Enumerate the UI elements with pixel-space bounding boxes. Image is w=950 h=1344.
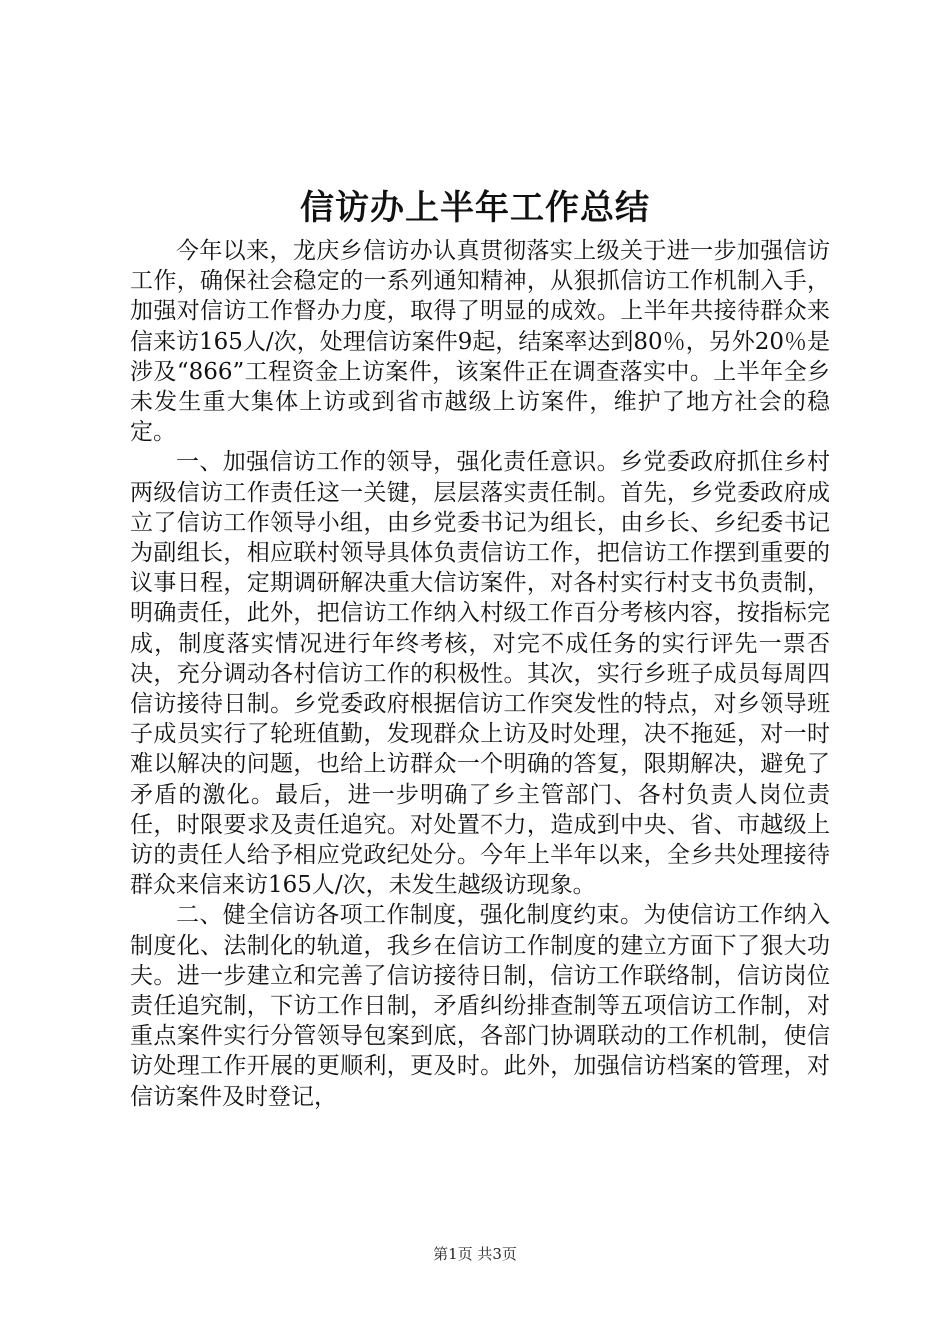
page-footer: 第1页 共3页 [433, 1245, 517, 1263]
paragraph-section-2: 二、健全信访各项工作制度，强化制度约束。为使信访工作纳入制度化、法制化的轨道，我乡在信访工作制度的建立方面下了狠大功夫。进一步建立和完善了信访接待日制，信访工作联络制，信访岗位责任追究制，下访工作日制，矛盾纠纷排查制等五项信访工作制，对重点案件实行分管领导包案到底，各部门协调联动的工作机制，使信访处理工作开展的更顺利，更及时。此外，加强信访档案的管理，对信访案件及时登记， [130, 902, 830, 1110]
paragraph-intro: 今年以来，龙庆乡信访办认真贯彻落实上级关于进一步加强信访工作，确保社会稳定的一系列通知精神，从狠抓信访工作机制入手，加强对信访工作督办力度，取得了明显的成效。上半年共接待群众来信来访165人/次，处理信访案件9起，结案率达到80％，另外20％是涉及“866”工程资金上访案件，该案件正在调查落实中。上半年全乡未发生重大集体上访或到省市越级上访案件，维护了地方社会的稳定。 [130, 238, 830, 446]
paragraph-section-1: 一、加强信访工作的领导，强化责任意识。乡党委政府抓住乡村两级信访工作责任这一关键，层层落实责任制。首先，乡党委政府成立了信访工作领导小组，由乡党委书记为组长，由乡长、乡纪委书记为副组长，相应联村领导具体负责信访工作，把信访工作摆到重要的议事日程，定期调研解决重大信访案件，对各村实行村支书负责制，明确责任，此外，把信访工作纳入村级工作百分考核内容，按指标完成，制度落实情况进行年终考核，对完不成任务的实行评先一票否决，充分调动各村信访工作的积极性。其次，实行乡班子成员每周四信访接待日制。乡党委政府根据信访工作突发性的特点，对乡领导班子成员实行了轮班值勤，发现群众上访及时处理，决不拖延，对一时难以解决的问题，也给上访群众一个明确的答复，限期解决，避免了矛盾的激化。最后，进一步明确了乡主管部门、各村负责人岗位责任，时限要求及责任追究。对处置不力，造成到中央、省、市越级上访的责任人给予相应党政纪处分。今年上半年以来，全乡共处理接待群众来信来访165人/次，未发生越级访现象。 [130, 449, 830, 899]
document-body [130, 236, 830, 1112]
document-title: 信访办上半年工作总结 [300, 188, 650, 228]
